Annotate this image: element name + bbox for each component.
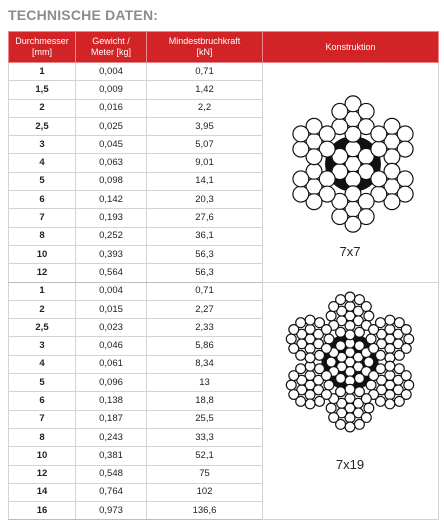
- wire: [366, 380, 376, 390]
- rope-7x19-diagram-icon: [275, 287, 425, 437]
- weight-cell: 0,098: [76, 172, 147, 190]
- wire: [324, 334, 334, 344]
- wire: [322, 371, 332, 381]
- wire: [336, 341, 346, 351]
- wire: [332, 209, 348, 225]
- table-header-row: [9, 32, 439, 63]
- diameter-cell: 16: [9, 502, 76, 520]
- wire: [293, 171, 309, 187]
- wire: [286, 380, 296, 390]
- wire: [364, 403, 374, 413]
- breaking-load-cell: 136,6: [147, 502, 263, 520]
- breaking-load-cell: 2,2: [147, 99, 263, 117]
- wire: [345, 422, 355, 432]
- diameter-cell: 5: [9, 172, 76, 190]
- wire: [336, 295, 346, 305]
- diameter-cell: 6: [9, 392, 76, 410]
- header-durchmesser-label: Durchmesser [mm]: [15, 36, 69, 57]
- breaking-load-cell: 33,3: [147, 428, 263, 446]
- breaking-load-cell: 5,86: [147, 337, 263, 355]
- wire: [361, 302, 371, 312]
- wire: [293, 126, 309, 142]
- wire: [345, 330, 355, 340]
- wire: [394, 350, 404, 360]
- wire: [385, 361, 395, 371]
- wire: [369, 343, 379, 353]
- breaking-load-cell: 2,33: [147, 319, 263, 337]
- wire: [324, 380, 334, 390]
- weight-cell: 0,004: [76, 282, 147, 300]
- breaking-load-cell: 8,34: [147, 355, 263, 373]
- breaking-load-cell: 27,6: [147, 209, 263, 227]
- breaking-load-cell: 0,71: [147, 282, 263, 300]
- diameter-cell: 4: [9, 355, 76, 373]
- diameter-cell: 5: [9, 374, 76, 392]
- weight-cell: 0,096: [76, 374, 147, 392]
- diameter-cell: 6: [9, 191, 76, 209]
- wire: [293, 141, 309, 157]
- header-konstruktion-label: Konstruktion: [325, 41, 376, 52]
- weight-cell: 0,193: [76, 209, 147, 227]
- rope-7x7-diagram-icon: [278, 89, 428, 239]
- breaking-load-cell: 56,3: [147, 264, 263, 282]
- diameter-cell: 2: [9, 99, 76, 117]
- weight-cell: 0,764: [76, 483, 147, 501]
- diameter-cell: 2,5: [9, 117, 76, 135]
- construction-label-7x19: 7x19: [335, 457, 365, 472]
- wire: [385, 315, 395, 325]
- diameter-cell: 3: [9, 136, 76, 154]
- wire: [371, 126, 387, 142]
- wire: [293, 186, 309, 202]
- wire: [401, 371, 411, 381]
- wire: [358, 193, 374, 209]
- breaking-load-cell: 0,71: [147, 63, 263, 81]
- weight-cell: 0,548: [76, 465, 147, 483]
- diameter-cell: 10: [9, 245, 76, 263]
- header-durchmesser: [9, 32, 76, 63]
- diameter-cell: 8: [9, 227, 76, 245]
- wire: [376, 318, 386, 328]
- construction-label-7x7: 7x7: [339, 244, 361, 259]
- wire: [286, 334, 296, 344]
- wire: [296, 318, 306, 328]
- weight-cell: 0,187: [76, 410, 147, 428]
- breaking-load-cell: 5,07: [147, 136, 263, 154]
- weight-cell: 0,063: [76, 154, 147, 172]
- weight-cell: 0,004: [76, 63, 147, 81]
- wire: [326, 403, 336, 413]
- header-konstruktion: [263, 32, 439, 63]
- wire: [296, 364, 306, 374]
- header-bruchkraft: [147, 32, 263, 63]
- wire: [404, 380, 414, 390]
- header-bruchkraft-label: Mindestbruchkraft [kN]: [168, 36, 241, 57]
- wire: [289, 390, 299, 400]
- wire: [332, 103, 348, 119]
- wire: [397, 171, 413, 187]
- wire: [397, 126, 413, 142]
- breaking-load-cell: 3,95: [147, 117, 263, 135]
- wire: [345, 384, 355, 394]
- wire: [364, 357, 374, 367]
- weight-cell: 0,243: [76, 428, 147, 446]
- breaking-load-cell: 75: [147, 465, 263, 483]
- diameter-cell: 1,5: [9, 81, 76, 99]
- wire: [322, 325, 332, 335]
- wire: [361, 394, 371, 404]
- weight-cell: 0,046: [76, 337, 147, 355]
- wire: [355, 419, 365, 429]
- diameter-cell: 7: [9, 209, 76, 227]
- weight-cell: 0,025: [76, 117, 147, 135]
- diameter-cell: 2: [9, 300, 76, 318]
- breaking-load-cell: 2,27: [147, 300, 263, 318]
- breaking-load-cell: 13: [147, 374, 263, 392]
- wire: [394, 396, 404, 406]
- weight-cell: 0,009: [76, 81, 147, 99]
- diameter-cell: 2,5: [9, 319, 76, 337]
- diameter-cell: 8: [9, 428, 76, 446]
- diameter-cell: 3: [9, 337, 76, 355]
- breaking-load-cell: 36,1: [147, 227, 263, 245]
- weight-cell: 0,061: [76, 355, 147, 373]
- wire: [355, 327, 365, 337]
- wire: [385, 399, 395, 409]
- header-gewicht: [76, 32, 147, 63]
- breaking-load-cell: 1,42: [147, 81, 263, 99]
- page-title: TECHNISCHE DATEN:: [8, 7, 159, 23]
- breaking-load-cell: 102: [147, 483, 263, 501]
- wire: [305, 315, 315, 325]
- wire: [376, 364, 386, 374]
- breaking-load-cell: 14,1: [147, 172, 263, 190]
- wire: [329, 413, 339, 423]
- weight-cell: 0,142: [76, 191, 147, 209]
- breaking-load-cell: 18,8: [147, 392, 263, 410]
- diameter-cell: 1: [9, 282, 76, 300]
- diameter-cell: 14: [9, 483, 76, 501]
- weight-cell: 0,252: [76, 227, 147, 245]
- breaking-load-cell: 9,01: [147, 154, 263, 172]
- wire: [371, 141, 387, 157]
- wire: [366, 334, 376, 344]
- diameter-cell: 7: [9, 410, 76, 428]
- diameter-cell: 10: [9, 447, 76, 465]
- weight-cell: 0,015: [76, 300, 147, 318]
- wire: [319, 171, 335, 187]
- wire: [404, 334, 414, 344]
- wire: [364, 311, 374, 321]
- diameter-cell: 12: [9, 465, 76, 483]
- wire: [326, 311, 336, 321]
- weight-cell: 0,381: [76, 447, 147, 465]
- weight-cell: 0,138: [76, 392, 147, 410]
- wire: [289, 343, 299, 353]
- breaking-load-cell: 56,3: [147, 245, 263, 263]
- diameter-cell: 1: [9, 63, 76, 81]
- header-gewicht-label: Gewicht / Meter [kg]: [90, 36, 131, 57]
- wire: [345, 292, 355, 302]
- wire: [315, 396, 325, 406]
- weight-cell: 0,045: [76, 136, 147, 154]
- wire: [355, 373, 365, 383]
- wire: [319, 126, 335, 142]
- wire: [401, 325, 411, 335]
- weight-cell: 0,973: [76, 502, 147, 520]
- diameter-cell: 12: [9, 264, 76, 282]
- breaking-load-cell: 52,1: [147, 447, 263, 465]
- weight-cell: 0,393: [76, 245, 147, 263]
- wire: [358, 103, 374, 119]
- wire: [305, 399, 315, 409]
- breaking-load-cell: 20,3: [147, 191, 263, 209]
- breaking-load-cell: 25,5: [147, 410, 263, 428]
- wire: [336, 387, 346, 397]
- diameter-cell: 4: [9, 154, 76, 172]
- wire: [326, 357, 336, 367]
- wire: [371, 171, 387, 187]
- wire: [315, 350, 325, 360]
- weight-cell: 0,564: [76, 264, 147, 282]
- weight-cell: 0,016: [76, 99, 147, 117]
- weight-cell: 0,023: [76, 319, 147, 337]
- wire: [305, 353, 315, 363]
- table-row: [9, 63, 439, 81]
